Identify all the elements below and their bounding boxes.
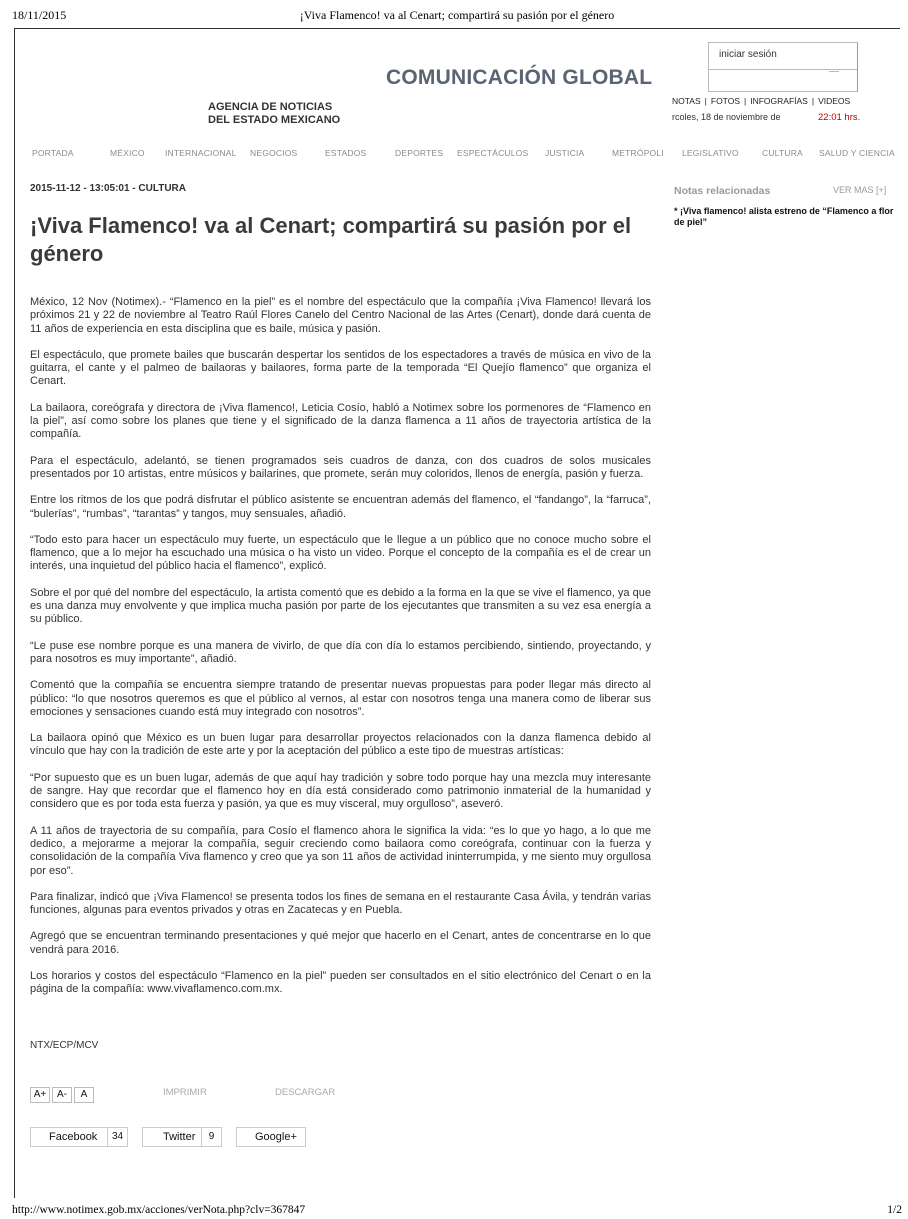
media-nav-fotos[interactable]: FOTOS — [710, 96, 740, 106]
article-paragraph: Los horarios y costos del espectáculo “Flamenco en la piel” pueden ser consultados en el sitio electrónico del Cenart o en la página de la compañía: www.vivaflamenco.com.mx. — [30, 969, 651, 996]
facebook-count: 34 — [107, 1128, 127, 1146]
font-reset-button[interactable]: A — [74, 1087, 94, 1103]
print-button[interactable]: IMPRIMIR — [163, 1087, 207, 1098]
article-paragraph: “Le puse ese nombre porque es una manera de vivirlo, de que día con día lo estamos percibiendo, sintiendo, proyectando, y para nosotros es muy importante”, añadió. — [30, 639, 651, 665]
article-paragraph: El espectáculo, que promete bailes que buscarán despertar los sentidos de los espectadores a través de música en vivo de la guitarra, el cante y el palmeo de bailaoras y bailaores, forma parte de la temporada “El Quejío flamenco” que organiza el Cenart. — [30, 348, 651, 388]
agency-line-2: DEL ESTADO MEXICANO — [208, 114, 341, 126]
font-size-tools — [30, 1084, 96, 1103]
print-date: 18/11/2015 — [12, 8, 67, 22]
print-page-number: 1/2 — [887, 1204, 902, 1216]
article-meta: 2015-11-12 - 13:05:01 - CULTURA — [30, 183, 186, 194]
media-nav-infografias[interactable]: INFOGRAFÍAS — [750, 96, 808, 106]
twitter-count: 9 — [201, 1128, 221, 1146]
media-nav-notas[interactable]: NOTAS — [672, 96, 701, 106]
article-paragraph: A 11 años de trayectoria de su compañía, para Cosío el flamenco ahora le significa la vida: “es lo que yo hago, a lo que me dedico, a mejorarme a mejorar la compañía, seguir creciendo como bailaora como coreógrafa, continuar con la fuerza y consolidación de la compañía Viva flamenco y creo que ya son 11 años de actividad ininterrumpida, y me siento muy orgullosa por eso”. — [30, 824, 651, 877]
print-header — [12, 8, 902, 24]
article-paragraph: Entre los ritmos de los que podrá disfrutar el público asistente se encuentran además del flamenco, el “fandango”, la “farruca”, “bulerías”, “rumbas”, “tarantas” y tangos, muy sensuales, añadió. — [30, 494, 651, 520]
article-credits: NTX/ECP/MCV — [30, 1040, 99, 1051]
facebook-label: Facebook — [49, 1131, 98, 1143]
nav-item-salud-y-ciencia[interactable]: SALUD Y CIENCIA — [819, 148, 895, 158]
main-nav — [30, 148, 896, 160]
nav-item-cultura[interactable]: CULTURA — [762, 148, 803, 158]
article-headline: ¡Viva Flamenco! va al Cenart; compartirá su pasión por el género — [30, 213, 632, 266]
media-nav-videos[interactable]: VIDEOS — [818, 96, 851, 106]
article-paragraph: Para finalizar, indicó que ¡Viva Flamenco! se presenta todos los fines de semana en el restaurante Casa Ávila, y tendrán varias funciones, algunas para eventos privados y otras en Zacatecas y en Puebla. — [30, 890, 651, 917]
nav-item-metropoli[interactable]: METRÓPOLI — [612, 148, 664, 158]
article-paragraph: “Todo esto para hacer un espectáculo muy fuerte, un espectáculo que le llegue a un público que no conoce mucho sobre el flamenco, que a lo mejor ha escuchado una música o ha visto un video. Porque el concepto de la compañía es el de crear un interés, una inquietud del público hacia el flamenco”, explicó. — [30, 533, 651, 573]
login-field-marker — [829, 71, 839, 72]
google-plus-label: Google+ — [255, 1131, 297, 1143]
article-paragraph: La bailaora opinó que México es un buen lugar para desarrollar proyectos relacionados con la danza flamenca debido al vínculo que hay con la tradición de este arte y por la aceptación del público a este tipo de muestras artísticas: — [30, 732, 651, 758]
google-plus-share-button[interactable] — [236, 1127, 306, 1147]
article-paragraph: Sobre el por qué del nombre del espectáculo, la artista comentó que es debido a la forma en la que se vive el flamenco, ya que es una danza muy envolvente y que implica mucha pasión por parte de los ejecutantes que transmiten a su vez esa energía a su público. — [30, 586, 651, 626]
current-time: 22:01 hrs. — [818, 112, 861, 123]
login-box[interactable] — [708, 42, 858, 92]
related-note-link[interactable]: * ¡Viva flamenco! alista estreno de “Flamenco a flor de piel” — [674, 206, 894, 227]
current-date: rcoles, 18 de noviembre de — [672, 112, 781, 122]
agency-tagline — [208, 101, 340, 127]
site-brand[interactable]: COMUNICACIÓN GLOBAL — [386, 66, 653, 89]
article-paragraph: Para el espectáculo, adelantó, se tienen programados seis cuadros de danza, con dos cuadros de solos musicales presentados por 10 artistas, entre músicos y bailarines, que promete, serán muy coloridos, llenos de energía, pasión y fuerza. — [30, 454, 651, 480]
divider: | — [704, 96, 707, 106]
font-decrease-button[interactable]: A- — [52, 1087, 72, 1103]
nav-item-negocios[interactable]: NEGOCIOS — [250, 148, 298, 158]
nav-item-deportes[interactable]: DEPORTES — [395, 148, 444, 158]
nav-item-internacional[interactable]: INTERNACIONAL — [165, 148, 237, 158]
print-url: http://www.notimex.gob.mx/acciones/verNota.php?clv=367847 — [12, 1204, 306, 1216]
agency-line-1: AGENCIA DE NOTICIAS — [208, 101, 333, 113]
related-notes-more-link[interactable]: VER MAS [+] — [833, 185, 887, 195]
nav-item-legislativo[interactable]: LEGISLATIVO — [682, 148, 739, 158]
download-button[interactable]: DESCARGAR — [275, 1087, 336, 1098]
divider: | — [811, 96, 815, 106]
print-footer — [12, 1204, 902, 1218]
twitter-share-button[interactable] — [142, 1127, 222, 1147]
login-divider — [709, 69, 857, 70]
twitter-label: Twitter — [163, 1131, 196, 1143]
article-body — [30, 296, 651, 997]
login-link[interactable]: iniciar sesión — [719, 49, 777, 60]
article-paragraph: “Por supuesto que es un buen lugar, además de que aquí hay tradición y sobre todo porque hay una mezcla muy interesante de sangre. Hay que recordar que el flamenco hoy en día está considerado como patrimonio inmaterial de la humanidad y considero que es por toda esta fuerza y pasión, ya que es muy visceral, muy orgulloso”, aseveró. — [30, 771, 651, 811]
media-nav — [672, 96, 872, 106]
nav-item-espectaculos[interactable]: ESPECTÁCULOS — [457, 148, 529, 158]
nav-item-justicia[interactable]: JUSTICIA — [545, 148, 585, 158]
facebook-share-button[interactable] — [30, 1127, 128, 1147]
nav-item-estados[interactable]: ESTADOS — [325, 148, 367, 158]
print-title: ¡Viva Flamenco! va al Cenart; compartirá su pasión por el género — [299, 8, 615, 22]
font-increase-button[interactable]: A+ — [30, 1087, 50, 1103]
related-notes-title: Notas relacionadas — [674, 185, 771, 197]
article-paragraph: México, 12 Nov (Notimex).- “Flamenco en la piel” es el nombre del espectáculo que la compañía ¡Viva Flamenco! llevará los próximos 21 y 22 de noviembre al Teatro Raúl Flores Canelo del Centro Nacional de las Artes (Cenart), donde dará cuenta de 11 años de experiencia en esta disciplina que es baile, música y pasión. — [30, 296, 651, 335]
nav-item-portada[interactable]: PORTADA — [32, 148, 74, 158]
divider: | — [744, 96, 747, 106]
nav-item-mexico[interactable]: MÉXICO — [110, 148, 145, 158]
article-paragraph: Agregó que se encuentran terminando presentaciones y qué mejor que hacerlo en el Cenart, antes de concentrarse en lo que vendrá para 2016. — [30, 930, 651, 956]
article-paragraph: Comentó que la compañía se encuentra siempre tratando de presentar nuevas propuestas para poder llegar más directo al público: “lo que nosotros queremos es que el público al vernos, al estar con nosotros tenga una manera como de liberar sus emociones y sensaciones cuando está muy integrado con nosotros”. — [30, 679, 651, 718]
article-paragraph: La bailaora, coreógrafa y directora de ¡Viva flamenco!, Leticia Cosío, habló a Notimex sobre los pormenores de “Flamenco en la piel”, así como sobre los planes que tiene y el significado de la danza flamenca a 11 años de trayectoria artística de la compañía. — [30, 401, 651, 441]
